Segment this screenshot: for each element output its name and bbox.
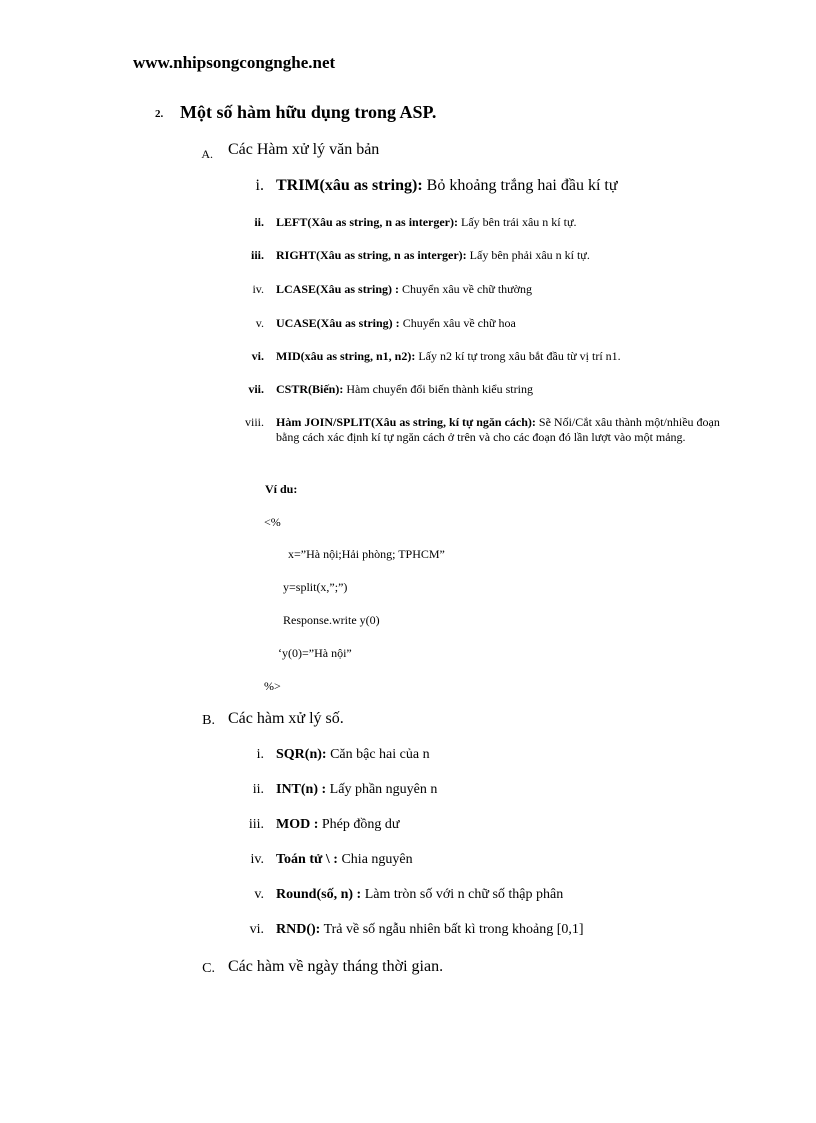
example-label: Ví du: xyxy=(265,482,298,496)
function-desc: Trả về số ngẫu nhiên bất kì trong khoảng [0,1] xyxy=(320,922,584,937)
list-item xyxy=(276,177,618,195)
item-a-num: iii. xyxy=(250,248,264,262)
list-item xyxy=(276,382,533,397)
list-item xyxy=(276,887,563,903)
function-desc: Lấy n2 kí tự trong xâu bắt đầu từ vị trí n1. xyxy=(415,349,621,363)
function-desc: Chuyển xâu về chữ thường xyxy=(399,282,533,296)
function-name: RND(): xyxy=(276,922,321,937)
sub-b-letter: B. xyxy=(202,713,215,728)
sub-b-title: Các hàm xử lý số. xyxy=(228,710,344,727)
sub-a-title: Các Hàm xử lý văn bản xyxy=(228,141,380,158)
item-b-num: v. xyxy=(254,887,264,902)
function-name: SQR(n): xyxy=(276,747,327,762)
item-a-num: viii. xyxy=(244,415,264,429)
item-a-num: iv. xyxy=(252,282,264,296)
item-a-num: v. xyxy=(255,316,264,330)
function-name: CSTR(Biến): xyxy=(276,382,344,396)
list-item xyxy=(276,349,621,364)
list-item xyxy=(276,852,413,868)
list-item xyxy=(276,282,532,297)
function-name: TRIM(xâu as string): xyxy=(276,177,423,194)
item-b-num: vi. xyxy=(249,922,264,937)
code-line: Response.write y(0) xyxy=(283,613,380,627)
function-desc: Sẽ Nối/Cắt xâu thành một/nhiều đoạn bằng cách xác định kí tự ngăn cách ở trên và cho các đoạn đó lần lượt vào một mảng. xyxy=(276,415,720,444)
sub-c-letter: C. xyxy=(202,961,215,976)
section-title: Một số hàm hữu dụng trong ASP. xyxy=(180,102,437,122)
list-item xyxy=(276,316,516,331)
function-name: Round(số, n) : xyxy=(276,887,362,902)
function-desc: Chuyển xâu về chữ hoa xyxy=(399,316,516,330)
section-number: 2. xyxy=(155,108,164,120)
item-a-num: ii. xyxy=(254,215,264,229)
function-desc: Làm tròn số với n chữ số thập phân xyxy=(361,887,564,902)
function-desc: Bỏ khoảng trắng hai đầu kí tự xyxy=(422,177,618,194)
function-name: INT(n) : xyxy=(276,782,327,797)
item-a-num: i. xyxy=(255,177,264,194)
function-name: RIGHT(Xâu as string, n as interger): xyxy=(276,248,467,262)
function-desc: Phép đồng dư xyxy=(318,817,400,832)
code-close-tag: %> xyxy=(264,679,281,693)
sub-c-title: Các hàm về ngày tháng thời gian. xyxy=(228,958,444,975)
sub-a-letter: A. xyxy=(201,147,213,161)
function-name: MID(xâu as string, n1, n2): xyxy=(276,349,416,363)
item-b-num: ii. xyxy=(252,782,264,797)
item-a-num: vi. xyxy=(251,349,264,363)
function-name: MOD : xyxy=(276,817,319,832)
code-line: x=”Hà nội;Hải phòng; TPHCM” xyxy=(288,547,445,561)
code-line: y=split(x,”;”) xyxy=(283,580,348,594)
list-item xyxy=(276,415,746,445)
function-name: Hàm JOIN/SPLIT(Xâu as string, kí tự ngăn cách): xyxy=(276,415,536,429)
item-b-num: i. xyxy=(256,747,264,762)
function-name: LCASE(Xâu as string) : xyxy=(276,282,400,296)
function-name: UCASE(Xâu as string) : xyxy=(276,316,400,330)
function-name: Toán tử \ : xyxy=(276,852,338,867)
code-open-tag: <% xyxy=(264,515,281,529)
list-item xyxy=(276,817,399,833)
code-line: ‘y(0)=”Hà nội” xyxy=(278,646,352,660)
function-desc: Căn bậc hai của n xyxy=(326,747,430,762)
function-desc: Lấy bên phải xâu n kí tự. xyxy=(466,248,590,262)
site-url: www.nhipsongcongnghe.net xyxy=(133,53,336,72)
list-item xyxy=(276,747,430,763)
item-b-num: iii. xyxy=(248,817,264,832)
list-item xyxy=(276,922,584,938)
list-item xyxy=(276,248,590,263)
item-b-num: iv. xyxy=(250,852,264,867)
function-name: LEFT(Xâu as string, n as interger): xyxy=(276,215,458,229)
function-desc: Lấy phần nguyên n xyxy=(326,782,438,797)
function-desc: Lấy bên trái xâu n kí tự. xyxy=(458,215,577,229)
list-item xyxy=(276,782,437,798)
list-item xyxy=(276,215,576,230)
item-a-num: vii. xyxy=(248,382,264,396)
function-desc: Chia nguyên xyxy=(337,852,413,867)
function-desc: Hàm chuyển đổi biến thành kiểu string xyxy=(343,382,533,396)
